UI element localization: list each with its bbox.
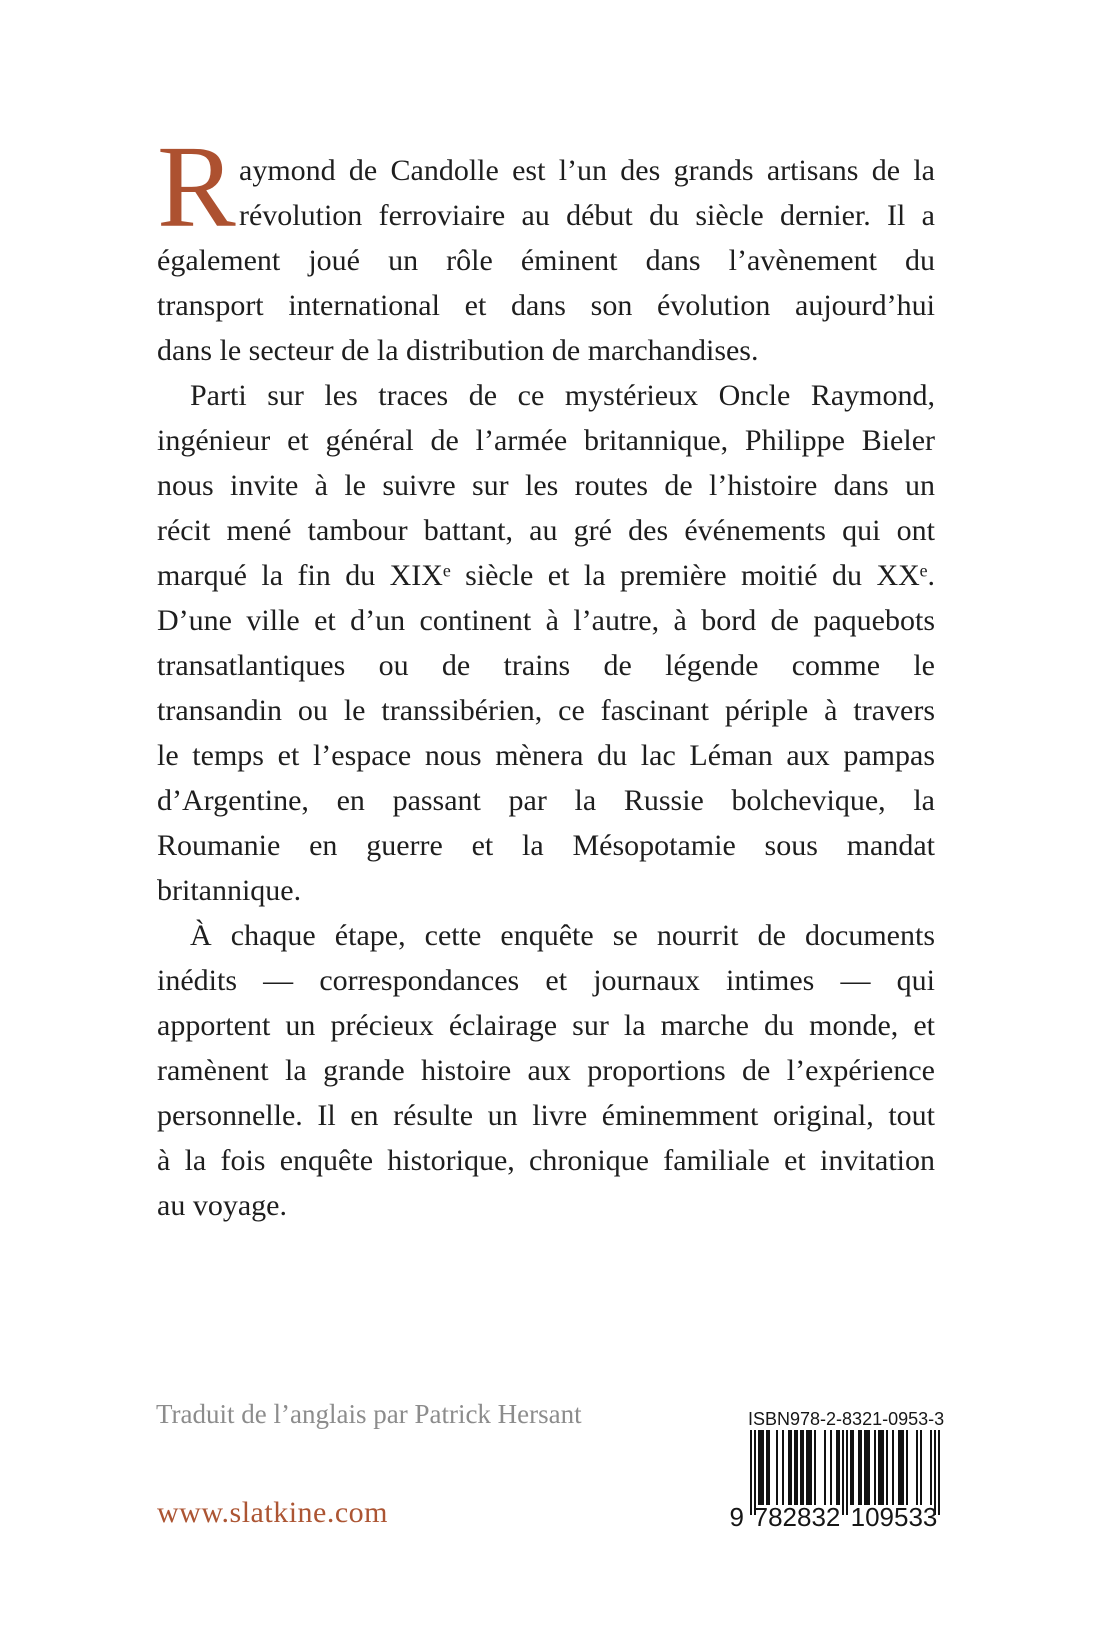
text-line: À chaque étape, cette enquête se nourrit de documents [190,919,935,952]
text-line: ingénieur et général de l’armée britannique, Philippe Bieler [157,424,935,457]
text-line: au voyage. [157,1189,287,1222]
drop-cap: R [157,121,236,252]
isbn-number: 978-2-8321-0953-3 [790,1409,945,1429]
paragraph [157,121,935,373]
text-line: transport international et dans son évolution aujourd’hui [157,289,935,322]
barcode-digit-group: 782832 [753,1502,841,1532]
text-line: ramènent la grande histoire aux proportions de l’expérience [157,1054,935,1087]
publisher-website: www.slatkine.com [157,1496,389,1529]
text-line: nous invite à le suivre sur les routes de l’histoire dans un [157,469,935,502]
translator-credit: Traduit de l’anglais par Patrick Hersant [156,1399,582,1429]
text-line: également joué un rôle éminent dans l’avènement du [157,244,935,277]
text-line: transatlantiques ou de trains de légende comme le [157,649,935,682]
text-line: transandin ou le transsibérien, ce fascinant périple à travers [157,694,935,727]
text-line: Parti sur les traces de ce mystérieux Oncle Raymond, [190,379,935,412]
text-line: inédits — correspondances et journaux intimes — qui [157,964,935,997]
paragraph [157,373,935,913]
text-line: apportent un précieux éclairage sur la marche du monde, et [157,1009,935,1042]
text-line: aymond de Candolle est l’un des grands artisans de la [239,154,935,187]
isbn-prefix: ISBN [748,1409,791,1429]
isbn-label [748,1409,945,1429]
text-line: britannique. [157,874,302,907]
synopsis-text-block [157,121,935,1228]
text-line: dans le secteur de la distribution de marchandises. [157,334,759,367]
paragraph [157,913,935,1228]
text-line: le temps et l’espace nous mènera du lac Léman aux pampas [157,739,935,772]
text-line: révolution ferroviaire au début du siècle dernier. Il a [239,199,935,232]
text-line: marqué la fin du XIXᵉ siècle et la première moitié du XXᵉ. [157,559,935,592]
text-line: récit mené tambour battant, au gré des événements qui ont [157,514,935,547]
text-line: personnelle. Il en résulte un livre éminemment original, tout [157,1099,935,1132]
barcode-digit-group: 109533 [850,1502,938,1532]
text-line: à la fois enquête historique, chronique familiale et invitation [157,1144,935,1177]
text-line: d’Argentine, en passant par la Russie bolchevique, la [157,784,935,817]
barcode-digit-group: 9 [729,1502,744,1532]
text-line: D’une ville et d’un continent à l’autre, à bord de paquebots [157,604,935,637]
text-line: Roumanie en guerre et la Mésopotamie sous mandat [157,829,935,862]
